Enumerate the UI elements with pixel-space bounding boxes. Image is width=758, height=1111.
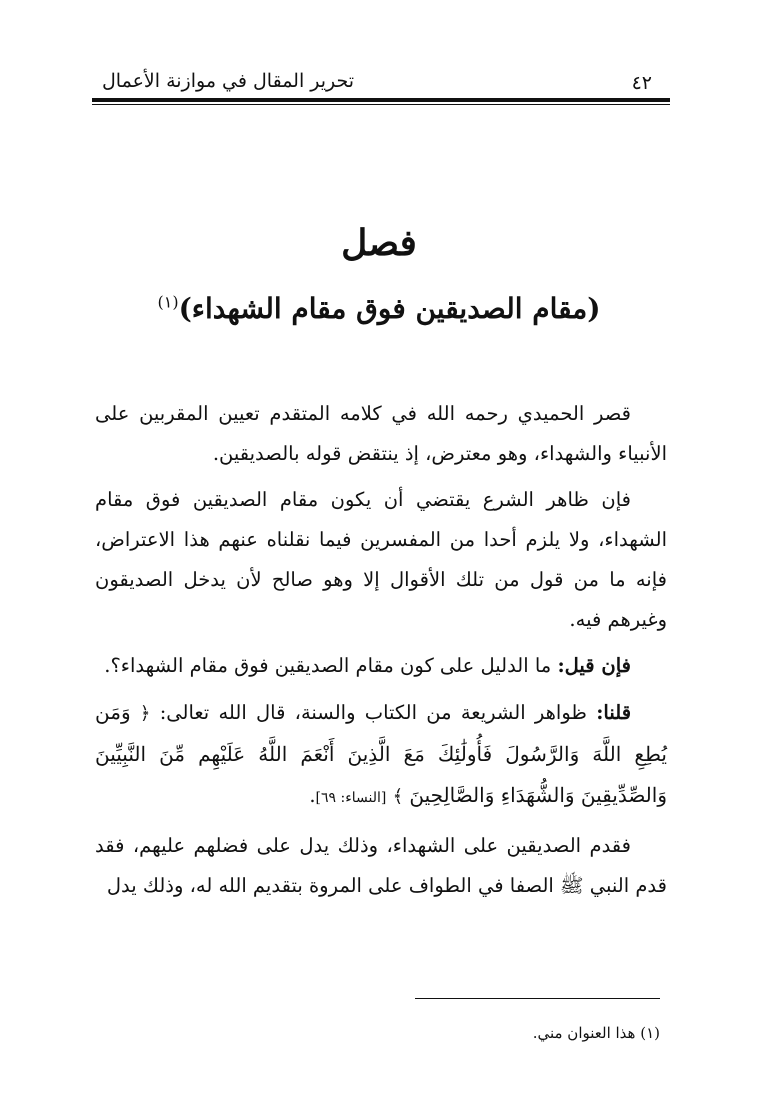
verse-end: .	[309, 784, 316, 807]
paragraph-2: فإن ظاهر الشرع يقتضي أن يكون مقام الصديقين فوق مقام الشهداء، ولا يلزم أحدا من المفسرين فيما نقلناه عنهم هذا الاعتراض، فإنه ما من قول من تلك الأقوال إلا وهو صالح لأن يدخل الصديقون وغيرهم فيه.	[95, 488, 667, 631]
body-text	[95, 394, 667, 912]
running-title: تحرير المقال في موازنة الأعمال	[102, 70, 355, 92]
quran-open-bracket: ﴿	[139, 703, 151, 724]
question-text: ما الدليل على كون مقام الصديقين فوق مقام الشهداء؟.	[104, 654, 552, 677]
verse-reference: [النساء: ٦٩]	[315, 790, 387, 806]
subtitle-text: (مقام الصديقين فوق مقام الشهداء)	[178, 292, 601, 325]
paragraph-1: قصر الحميدي رحمه الله في كلامه المتقدم تعيين المقربين على الأنبياء والشهداء، وهو معترض، إذ ينتقض قوله بالصديقين.	[95, 402, 667, 465]
quran-close-bracket: ﴾	[392, 786, 404, 807]
footnote: (١) هذا العنوان مني.	[532, 1024, 660, 1042]
footnote-marker: (١)	[157, 292, 179, 312]
chapter-subtitle	[0, 292, 758, 325]
chapter-title: فصل	[341, 222, 417, 264]
page-header	[92, 66, 670, 96]
paragraph-4	[95, 692, 667, 818]
answer-text: ظواهر الشريعة من الكتاب والسنة، قال الله تعالى:	[159, 701, 587, 724]
header-rule-thin	[92, 104, 670, 105]
answer-label: قلنا:	[596, 701, 632, 724]
page-number: ٤٢	[631, 72, 652, 94]
footnote-separator	[415, 998, 660, 999]
header-rule-thick	[92, 98, 670, 102]
question-label: فإن قيل:	[557, 654, 631, 677]
quran-verse: وَمَن يُطِعِ اللَّهَ وَالرَّسُولَ فَأُولَٰئِكَ مَعَ الَّذِينَ أَنْعَمَ اللَّهُ عَلَيْهِم مِّنَ النَّبِيِّينَ وَالصِّدِّيقِينَ وَالشُّهَدَاءِ وَالصَّالِحِينَ	[95, 700, 667, 807]
paragraph-5: فقدم الصديقين على الشهداء، وذلك يدل على فضلهم عليهم، فقد قدم النبي ﷺ الصفا في الطواف على المروة بتقديم الله له، وذلك يدل	[95, 834, 667, 897]
paragraph-3	[95, 646, 667, 686]
